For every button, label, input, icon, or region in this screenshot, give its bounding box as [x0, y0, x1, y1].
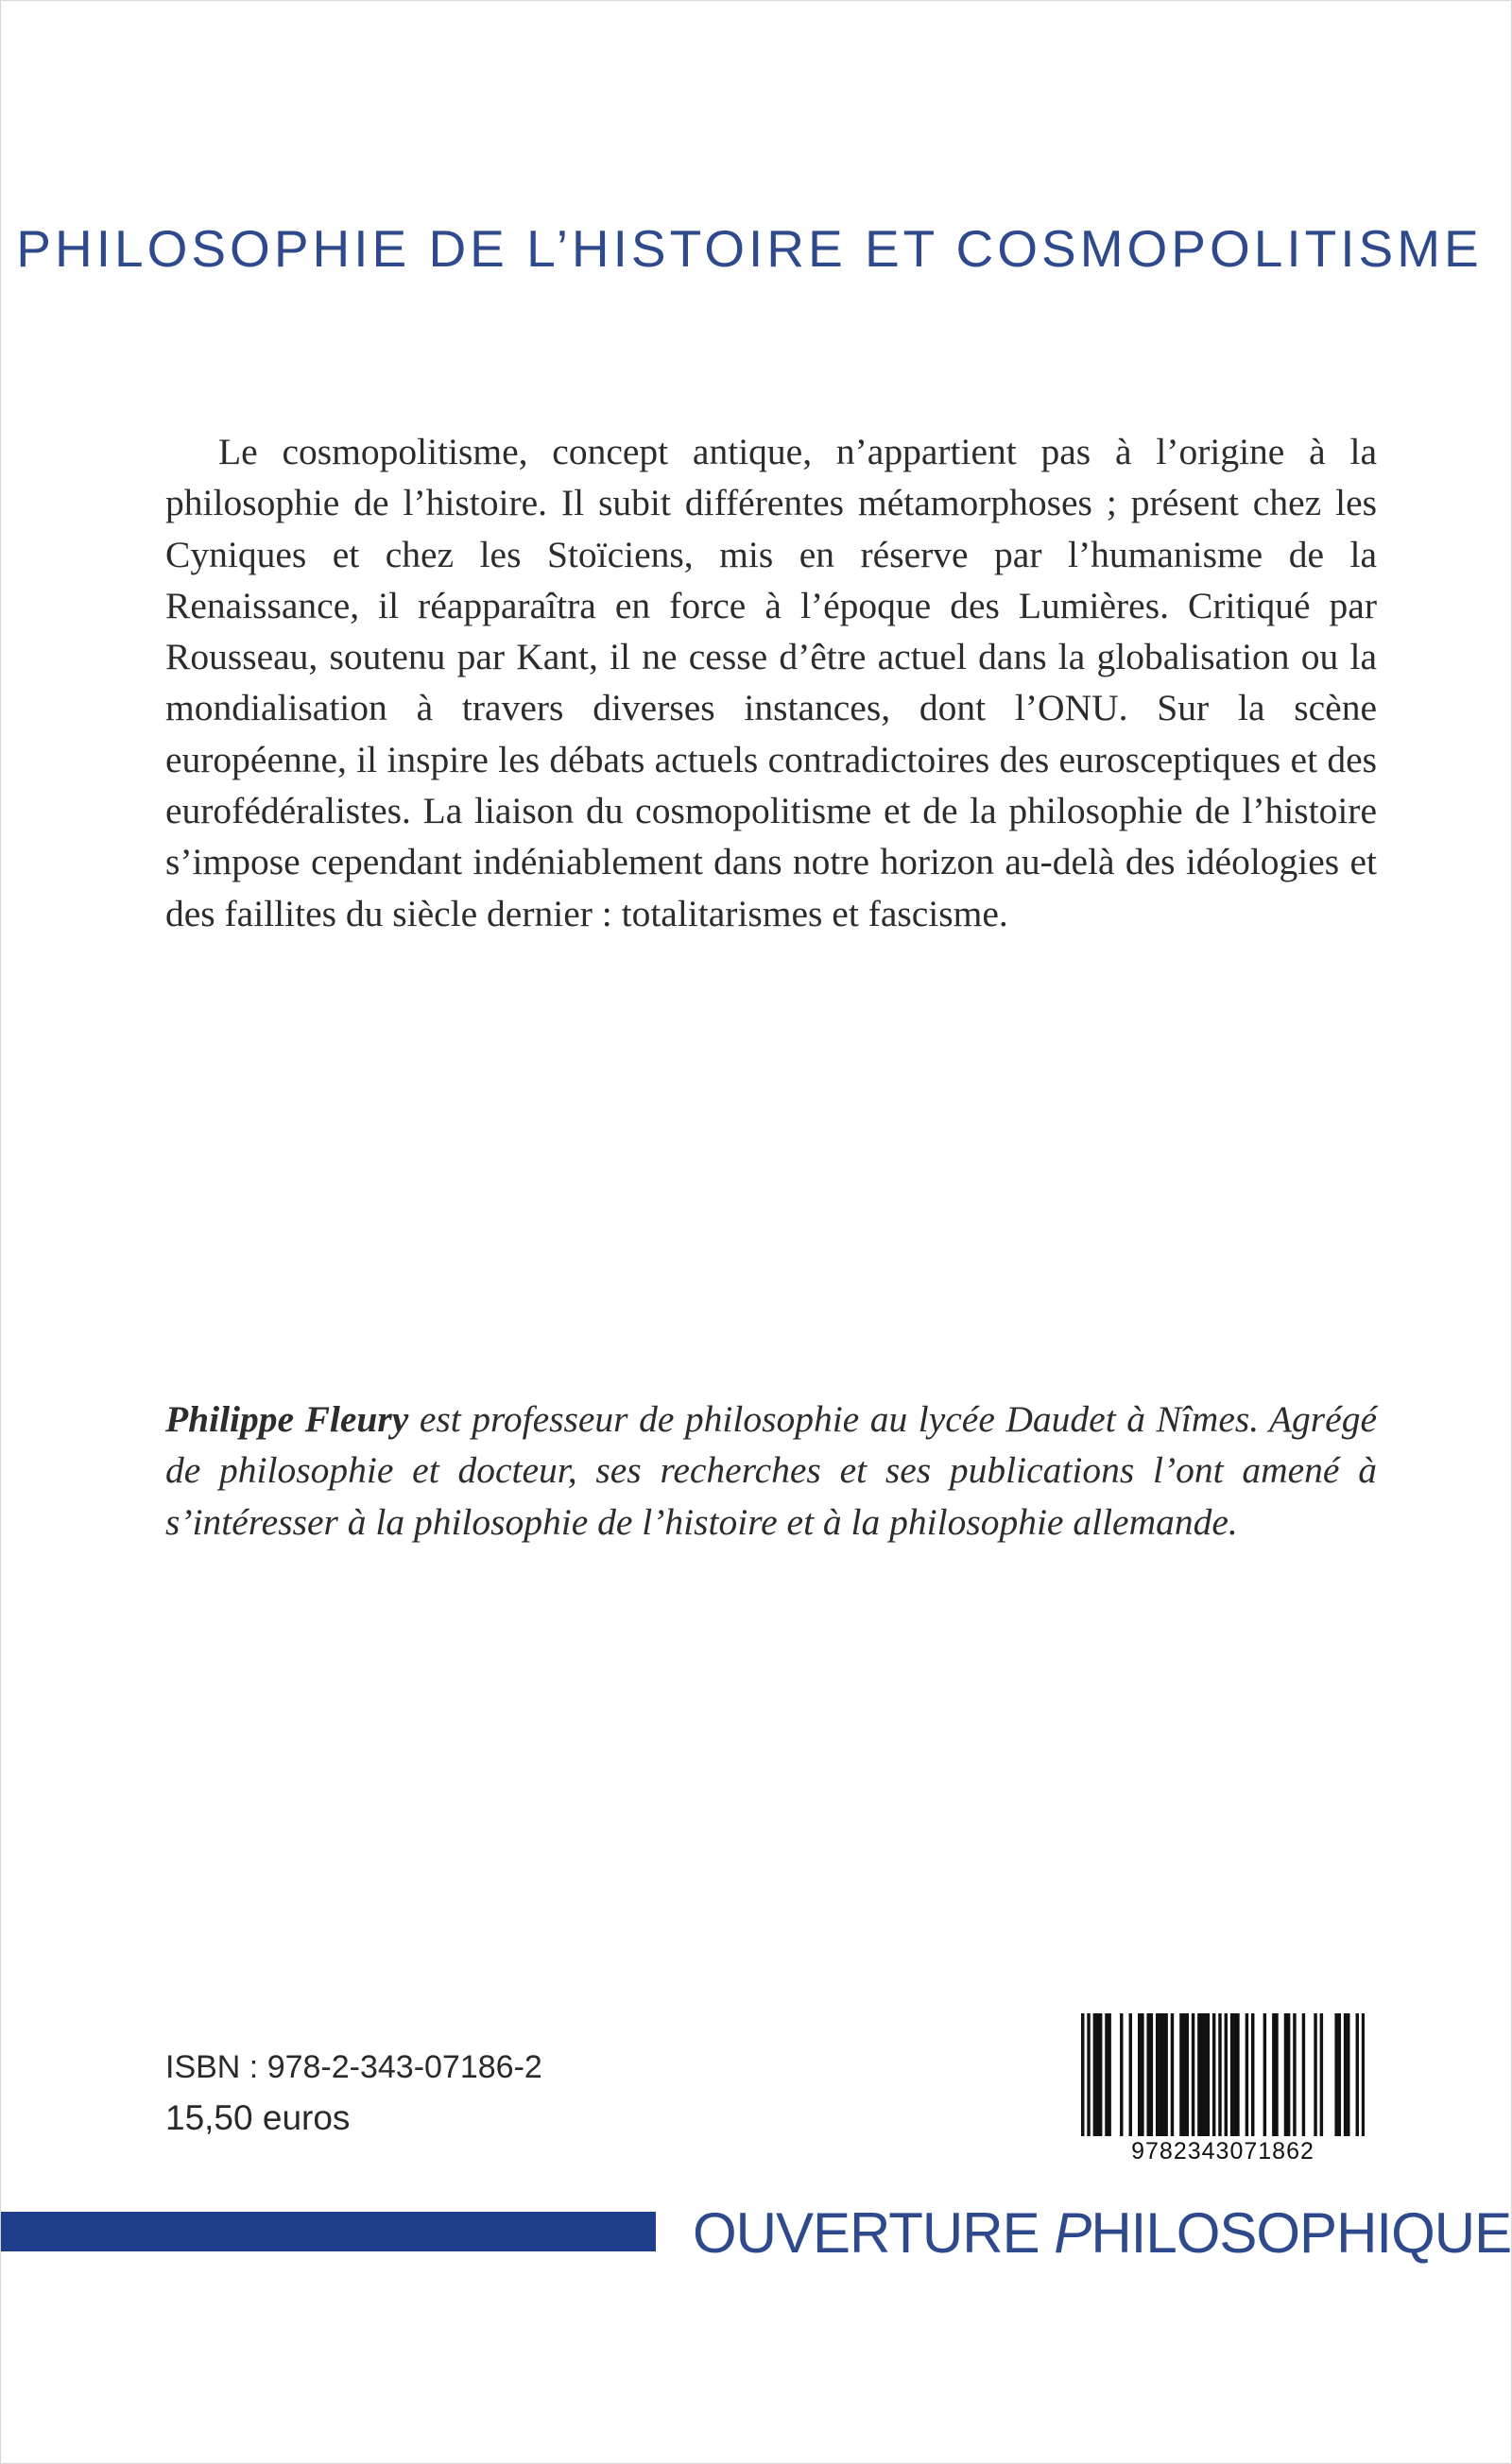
barcode-bar [1182, 2013, 1185, 2136]
author-name: Philippe Fleury [165, 1398, 409, 1440]
barcode-bar [1120, 2013, 1123, 2136]
barcode-bar [1230, 2013, 1233, 2136]
barcode-bar [1275, 2013, 1278, 2136]
book-summary: Le cosmopolitisme, concept antique, n’appartient pas à l’origine à la philosophie de l’histoire. Il subit différentes métamorphoses ; présent chez les Cyniques et chez les Stoïciens, mis en réserve par l’humanisme de la Renaissance, il réapparaîtra en force à l’époque des Lumières. Critiqué par Rousseau, soutenu par Kant, il ne cesse d’être actuel dans la globalisation ou la mondialisation à travers diverses instances, dont l’ONU. Sur la scène européenne, il inspire les débats actuels contradictoires des eurosceptiques et des eurofédéralistes. La liaison du cosmopolitisme et de la philosophie de l’histoire s’impose cependant indéniablement dans notre horizon au-delà des idéologies et des faillites du siècle dernier : totalitarismes et fascisme. [165, 431, 1377, 934]
barcode-bar [1233, 2013, 1236, 2136]
barcode-bar [1284, 2013, 1287, 2136]
barcode-bar [1236, 2013, 1239, 2136]
barcode-bar [1272, 2013, 1275, 2136]
barcode-bar [1108, 2013, 1110, 2136]
barcode-bar [1334, 2013, 1337, 2136]
barcode-bar [1287, 2013, 1290, 2136]
barcode-bar [1344, 2013, 1347, 2136]
book-title: PHILOSOPHIE DE L’HISTOIRE ET COSMOPOLITISME [16, 219, 1483, 278]
isbn-label: ISBN : 978-2-343-07186-2 [165, 2049, 542, 2085]
barcode-bar [1171, 2013, 1174, 2136]
barcode-bar [1263, 2013, 1266, 2136]
barcode-bar [1093, 2013, 1096, 2136]
barcode-bar [1186, 2013, 1189, 2136]
barcode-bar [1251, 2013, 1254, 2136]
barcode-bar [1146, 2013, 1149, 2136]
series-name-initial: P [1054, 2201, 1091, 2265]
barcode-bar [1362, 2013, 1365, 2136]
author-bio [165, 1394, 1377, 1548]
barcode-bar [1293, 2013, 1296, 2136]
barcode-bar [1246, 2013, 1248, 2136]
barcode-bar [1087, 2013, 1090, 2136]
barcode-bar [1081, 2013, 1084, 2136]
barcode-bar [1347, 2013, 1349, 2136]
barcode-number: 9782343071862 [1081, 2138, 1365, 2165]
barcode-bar [1302, 2013, 1305, 2136]
barcode-bar [1096, 2013, 1099, 2136]
price-label: 15,50 euros [165, 2098, 351, 2137]
barcode-bar [1129, 2013, 1132, 2136]
barcode-bar [1105, 2013, 1108, 2136]
series-bar [1, 2212, 656, 2251]
barcode-bar [1207, 2013, 1210, 2136]
barcode-bar [1164, 2013, 1167, 2136]
series-name-part1: OUVERTURE [693, 2201, 1055, 2265]
barcode-bar [1099, 2013, 1102, 2136]
barcode-bar [1338, 2013, 1341, 2136]
barcode-bar [1138, 2013, 1141, 2136]
author-bio-text: est professeur de philosophie au lycée Daudet à Nîmes. Agrégé de philosophie et docteur, ses recherches et ses publications l’ont amené à s’intéresser à la philosophie de l’histoire et à la philosophie allemande. [165, 1398, 1377, 1543]
barcode-bar [1356, 2013, 1359, 2136]
barcode-bar [1179, 2013, 1182, 2136]
barcode-bar [1192, 2013, 1194, 2136]
barcode-bar [1150, 2013, 1153, 2136]
barcode-bar [1156, 2013, 1159, 2136]
barcode-bar [1218, 2013, 1221, 2136]
barcode-bar [1320, 2013, 1323, 2136]
barcode-bar [1197, 2013, 1200, 2136]
barcode-bar [1203, 2013, 1206, 2136]
barcode-bar [1225, 2013, 1228, 2136]
barcode-bar [1200, 2013, 1203, 2136]
series-name-part3: HILOSOPHIQUE [1091, 2201, 1512, 2265]
barcode-bar [1212, 2013, 1215, 2136]
barcode-bar [1314, 2013, 1316, 2136]
barcode-bar [1159, 2013, 1161, 2136]
barcode-bar [1141, 2013, 1143, 2136]
barcode-bar [1161, 2013, 1164, 2136]
series-name [693, 2200, 1511, 2266]
